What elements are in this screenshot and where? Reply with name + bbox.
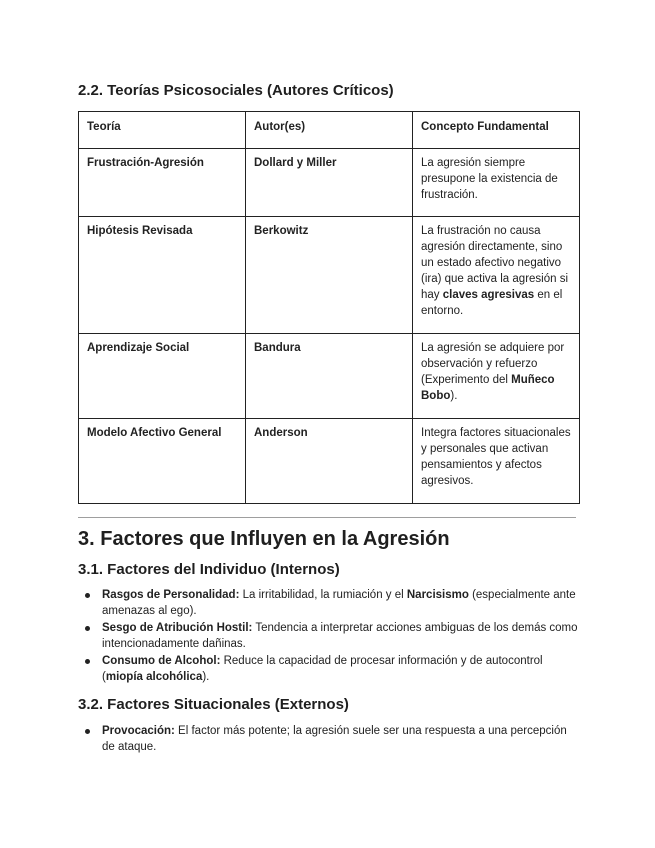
concept-bold-text: Muñeco Bobo bbox=[421, 374, 555, 402]
list-item-label: Rasgos de Personalidad: bbox=[102, 589, 240, 601]
theories-table bbox=[78, 111, 580, 504]
horizontal-divider bbox=[78, 517, 576, 518]
concept-text: Integra factores situacionales y personales que activan pensamientos y afectos agresivos. bbox=[421, 427, 571, 487]
section-2-2-heading: 2.2. Teorías Psicosociales (Autores Críticos) bbox=[78, 82, 394, 99]
bullet-icon bbox=[85, 626, 90, 631]
theory-cell: Frustración-Agresión bbox=[79, 149, 246, 217]
list-item-text: ). bbox=[202, 671, 210, 683]
list-item-bold-text: Narcisismo bbox=[406, 589, 469, 601]
list-item-text: Tendencia a interpretar acciones ambiguas de los demás como intencionadamente dañinas. bbox=[102, 622, 578, 650]
list-item bbox=[78, 723, 578, 755]
authors-cell: Bandura bbox=[246, 334, 413, 419]
concept-text: La agresión se adquiere por observación y refuerzo (Experimento del bbox=[421, 342, 565, 386]
concept-cell bbox=[413, 149, 580, 217]
list-item-label: Provocación: bbox=[102, 725, 175, 737]
list-item bbox=[78, 620, 578, 652]
concept-text: en el entorno. bbox=[421, 289, 563, 317]
concept-cell bbox=[413, 217, 580, 334]
list-item-text: (especialmente ante amenazas al ego). bbox=[102, 589, 576, 617]
concept-cell bbox=[413, 419, 580, 504]
list-item-label: Consumo de Alcohol: bbox=[102, 655, 221, 667]
authors-cell: Dollard y Miller bbox=[246, 149, 413, 217]
bullet-icon bbox=[85, 729, 90, 734]
table-row bbox=[79, 419, 580, 504]
theory-cell: Aprendizaje Social bbox=[79, 334, 246, 419]
internal-factors-list bbox=[78, 587, 578, 686]
concept-text: La agresión siempre presupone la existencia de frustración. bbox=[421, 157, 558, 201]
concept-text: ). bbox=[450, 390, 458, 402]
list-item-label: Sesgo de Atribución Hostil: bbox=[102, 622, 253, 634]
bullet-icon bbox=[85, 593, 90, 598]
table-header-row bbox=[79, 112, 580, 149]
list-item bbox=[78, 653, 578, 685]
bullet-icon bbox=[85, 659, 90, 664]
section-3-1-heading: 3.1. Factores del Individuo (Internos) bbox=[78, 561, 340, 578]
list-item-bold-text: miopía alcohólica bbox=[105, 671, 203, 683]
list-item bbox=[78, 587, 578, 619]
concept-cell bbox=[413, 334, 580, 419]
table-row bbox=[79, 334, 580, 419]
authors-cell: Berkowitz bbox=[246, 217, 413, 334]
table-header-cell: Autor(es) bbox=[246, 112, 413, 149]
list-item-text: El factor más potente; la agresión suele ser una respuesta a una percepción de ataque. bbox=[102, 725, 567, 753]
table-row bbox=[79, 217, 580, 334]
list-item-text: La irritabilidad, la rumiación y el bbox=[239, 589, 407, 601]
concept-bold-text: claves agresivas bbox=[442, 289, 535, 301]
authors-cell: Anderson bbox=[246, 419, 413, 504]
theory-cell: Modelo Afectivo General bbox=[79, 419, 246, 504]
concept-text: La frustración no causa agresión directamente, sino un estado afectivo negativo (ira) que activa la agresión si hay bbox=[421, 225, 569, 301]
table-row bbox=[79, 149, 580, 217]
table-header-cell: Teoría bbox=[79, 112, 246, 149]
list-item-text: Reduce la capacidad de procesar información y de autocontrol ( bbox=[102, 655, 543, 683]
situational-factors-list bbox=[78, 723, 578, 756]
theory-cell: Hipótesis Revisada bbox=[79, 217, 246, 334]
table-header-cell: Concepto Fundamental bbox=[413, 112, 580, 149]
section-3-heading: 3. Factores que Influyen en la Agresión bbox=[78, 528, 450, 550]
section-3-2-heading: 3.2. Factores Situacionales (Externos) bbox=[78, 696, 349, 713]
